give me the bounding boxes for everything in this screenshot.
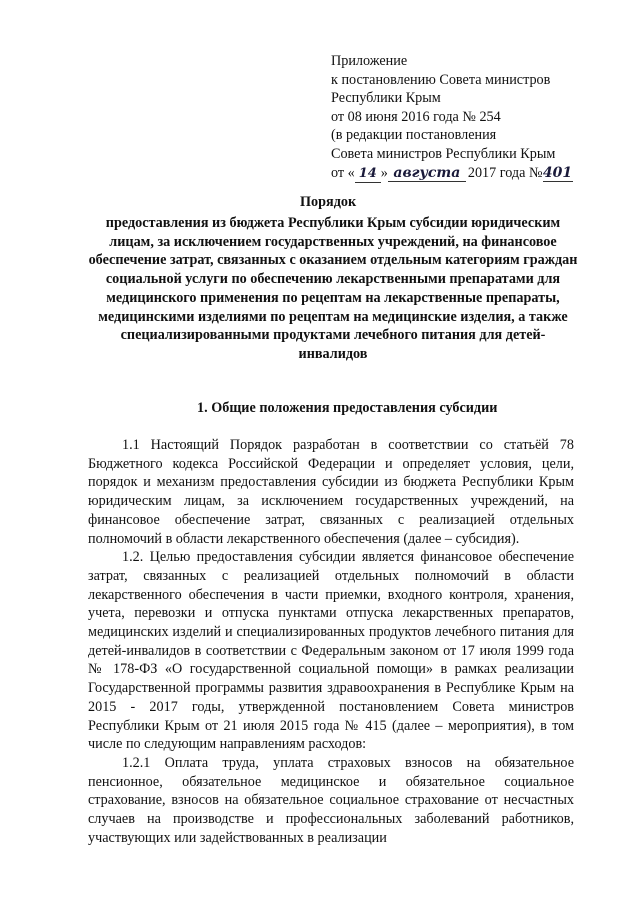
paragraph-1-1: 1.1 Настоящий Порядок разработан в соответствии со статьёй 78 Бюджетного кодекса Российской Федерации и определяет условия, цели, порядок и механизм предоставления субсидии из бюджета Республики Крым юридическим лицам, за исключением государственных учреждений, на финансовое обеспечение затрат, связанных с реализацией отдельных полномочий в области лекарственного обеспечения (далее – субсидия).: [88, 437, 574, 547]
document-body: [88, 436, 574, 847]
paragraph-1-2: 1.2. Целью предоставления субсидии является финансовое обеспечение затрат, связанных с реализацией отдельных полномочий в области лекарственного обеспечения в части приемки, входного контроля, хранения, учета, перевозки и отпуска пунктами отпуска лекарственных препаратов, медицинских изделий и специализированных продуктов лечебного питания для детей-инвалидов в соответствии с Федеральным законом от 17 июля 1999 года № 178-ФЗ «О государственной социальной помощи» в рамках реализации Государственной программы развития здравоохранения в Республике Крым на 2015 - 2017 годы, утвержденной постановлением Совета министров Республики Крым от 21 июля 2015 года № 415 (далее – мероприятия), в том числе по следующим направлениям расходов:: [88, 549, 574, 753]
appendix-line: Совета министров Республики Крым: [331, 145, 556, 162]
appendix-line: Республики Крым: [331, 90, 441, 107]
appendix-line: (в редакции постановления: [331, 127, 497, 144]
section-heading: 1. Общие положения предоставления субсидии: [197, 400, 498, 416]
document-title: Порядок: [300, 194, 357, 210]
appendix-line: от 08 июня 2016 года № 254: [331, 108, 501, 125]
appendix-line: Приложение: [331, 53, 408, 69]
appendix-date-line: [331, 164, 631, 183]
date-prefix: от «: [331, 164, 355, 181]
appendix-block: [331, 52, 631, 183]
document-subtitle: предоставления из бюджета Республики Крым субсидии юридическим лицам, за исключением государственных учреждений, на финансовое обеспечение затрат, связанных с оказанием отдельным категориям граждан социальной услуги по обеспечению лекарственными препаратами для медицинского применения по рецептам на лекарственные препараты, медицинскими изделиями по рецептам на медицинские изделия, а также специализированными продуктами лечебного питания для детей-инвалидов: [88, 215, 578, 362]
handwritten-month: августа: [388, 165, 466, 182]
paragraph-1-2-1: 1.2.1 Оплата труда, уплата страховых взносов на обязательное пенсионное, обязательное медицинское и обязательное социальное страхование, взносов на обязательное социальное страхование от несчастных случаев на производстве и профессиональных заболеваний работников, участвующих или задействованных в реализации: [88, 754, 574, 846]
appendix-line: к постановлению Совета министров: [331, 71, 551, 88]
handwritten-number: 401: [542, 164, 573, 181]
handwritten-day: 14: [355, 166, 381, 183]
date-year: 2017 года №: [467, 164, 543, 181]
date-mid: »: [380, 164, 388, 181]
